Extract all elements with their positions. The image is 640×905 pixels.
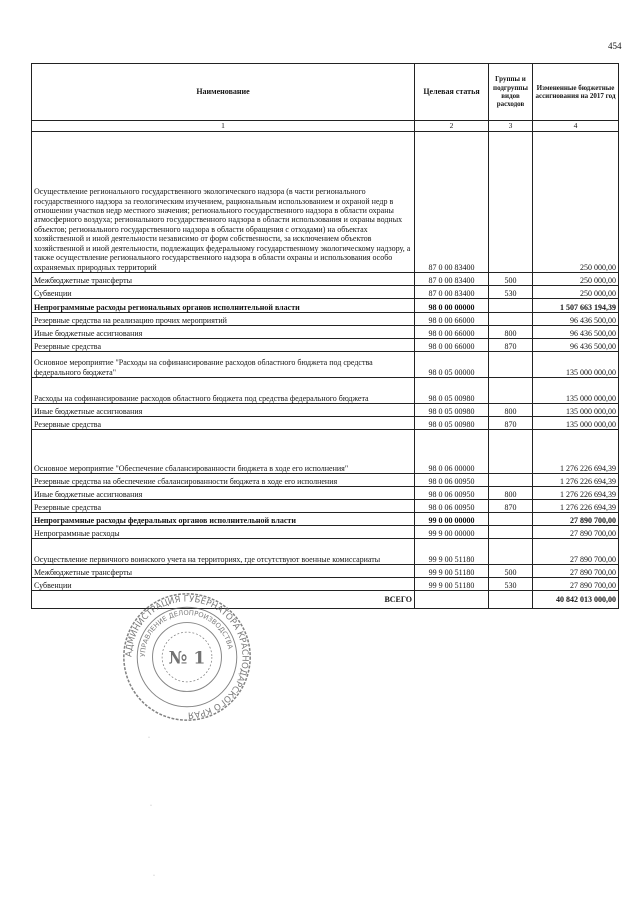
row-target-code: 99 9 00 51180 bbox=[415, 539, 489, 565]
header-amount: Измененные бюджетные ассигнования на 2017 год bbox=[533, 64, 619, 121]
row-group-code: 800 bbox=[489, 326, 533, 339]
table-body bbox=[32, 132, 619, 591]
scan-speck: · bbox=[150, 803, 152, 809]
row-group-code bbox=[489, 352, 533, 378]
total-empty-cell bbox=[489, 591, 533, 609]
row-name: Осуществление регионального государственного экологического надзора (в части регионального государственного надзора за геологическим изучением, рациональным использованием и охраной недр в отношении участков недр местного значения; регионального государственного надзора в области охраны атмосферного воздуха; регионального государственного надзора в области использования и охраны водных объектов; регионального государственного надзора в области обращения с отходами) на объектах хозяйственной и иной деятельности независимо от форм собственности, за исключением объектов хозяйственной и иной деятельности, подлежащих федеральному государственному экологическому надзору, а также осуществление регионального государственного надзора в области охраны и использования особо охраняемых природных территорий bbox=[32, 132, 415, 273]
row-amount: 1 276 226 694,39 bbox=[533, 430, 619, 474]
seal-outer-text: АДМИНИСТРАЦИЯ ГУБЕРНАТОРА КРАСНОДАРСКОГО КРАЯ bbox=[124, 594, 250, 720]
row-name: Субвенции bbox=[32, 578, 415, 591]
table-row bbox=[32, 513, 619, 526]
row-group-code: 800 bbox=[489, 404, 533, 417]
row-name: Непрограммные расходы региональных органов исполнительной власти bbox=[32, 299, 415, 313]
table-row bbox=[32, 417, 619, 430]
row-amount: 1 507 663 194,39 bbox=[533, 299, 619, 313]
row-target-code: 98 0 05 00980 bbox=[415, 378, 489, 404]
row-amount: 1 276 226 694,39 bbox=[533, 474, 619, 487]
table-row bbox=[32, 326, 619, 339]
row-amount: 1 276 226 694,39 bbox=[533, 487, 619, 500]
row-group-code bbox=[489, 378, 533, 404]
table-header-row bbox=[32, 64, 619, 121]
row-name: Резервные средства на обеспечение сбалансированности бюджета в ходе его исполнения bbox=[32, 474, 415, 487]
table-row bbox=[32, 539, 619, 565]
row-target-code: 98 0 00 66000 bbox=[415, 339, 489, 352]
row-target-code: 99 9 00 00000 bbox=[415, 526, 489, 539]
row-group-code bbox=[489, 313, 533, 326]
header-target: Целевая статья bbox=[415, 64, 489, 121]
table-row bbox=[32, 487, 619, 500]
row-name: Резервные средства bbox=[32, 339, 415, 352]
row-group-code: 500 bbox=[489, 273, 533, 286]
table-row bbox=[32, 378, 619, 404]
row-name: Резервные средства bbox=[32, 417, 415, 430]
column-number-row bbox=[32, 121, 619, 132]
row-group-code bbox=[489, 474, 533, 487]
table-row bbox=[32, 474, 619, 487]
row-group-code: 870 bbox=[489, 500, 533, 513]
row-group-code bbox=[489, 513, 533, 526]
table-row bbox=[32, 578, 619, 591]
official-seal-stamp bbox=[120, 590, 254, 724]
row-amount: 27 890 700,00 bbox=[533, 578, 619, 591]
row-amount: 250 000,00 bbox=[533, 132, 619, 273]
header-name: Наименование bbox=[32, 64, 415, 121]
row-target-code: 98 0 00 66000 bbox=[415, 326, 489, 339]
table-row bbox=[32, 500, 619, 513]
table-row bbox=[32, 132, 619, 273]
row-amount: 96 436 500,00 bbox=[533, 313, 619, 326]
row-name: Иные бюджетные ассигнования bbox=[32, 487, 415, 500]
row-target-code: 98 0 00 66000 bbox=[415, 313, 489, 326]
row-target-code: 98 0 06 00950 bbox=[415, 474, 489, 487]
row-amount: 135 000 000,00 bbox=[533, 404, 619, 417]
page-number: 454 bbox=[608, 41, 622, 51]
scan-speck: · bbox=[153, 873, 155, 879]
row-amount: 1 276 226 694,39 bbox=[533, 500, 619, 513]
row-name: Резервные средства bbox=[32, 500, 415, 513]
row-name: Межбюджетные трансферты bbox=[32, 565, 415, 578]
row-amount: 135 000 000,00 bbox=[533, 417, 619, 430]
table-row bbox=[32, 299, 619, 313]
row-target-code: 98 0 05 00000 bbox=[415, 352, 489, 378]
row-name: Непрограммные расходы bbox=[32, 526, 415, 539]
row-group-code bbox=[489, 299, 533, 313]
row-name: Межбюджетные трансферты bbox=[32, 273, 415, 286]
row-target-code: 98 0 06 00950 bbox=[415, 500, 489, 513]
row-name: Непрограммные расходы федеральных органов исполнительной власти bbox=[32, 513, 415, 526]
row-name: Основное мероприятие "Обеспечение сбалансированности бюджета в ходе его исполнения" bbox=[32, 430, 415, 474]
row-name: Расходы на софинансирование расходов областного бюджета под средства федерального бюджета bbox=[32, 378, 415, 404]
total-empty-cell bbox=[415, 591, 489, 609]
column-number: 2 bbox=[415, 121, 489, 132]
row-amount: 27 890 700,00 bbox=[533, 539, 619, 565]
column-number: 4 bbox=[533, 121, 619, 132]
row-target-code: 98 0 00 00000 bbox=[415, 299, 489, 313]
row-target-code: 87 0 00 83400 bbox=[415, 132, 489, 273]
row-amount: 96 436 500,00 bbox=[533, 339, 619, 352]
row-target-code: 87 0 00 83400 bbox=[415, 273, 489, 286]
row-amount: 27 890 700,00 bbox=[533, 526, 619, 539]
row-target-code: 99 9 00 51180 bbox=[415, 565, 489, 578]
scan-speck: · bbox=[148, 735, 150, 741]
table-row bbox=[32, 273, 619, 286]
row-name: Основное мероприятие "Расходы на софинансирование расходов областного бюджета под средства федерального бюджета" bbox=[32, 352, 415, 378]
row-name: Иные бюджетные ассигнования bbox=[32, 404, 415, 417]
total-label: ВСЕГО bbox=[32, 591, 415, 609]
header-groups: Группы и подгруппы видов расходов bbox=[489, 64, 533, 121]
table-row bbox=[32, 526, 619, 539]
row-group-code: 500 bbox=[489, 565, 533, 578]
table-row bbox=[32, 404, 619, 417]
row-amount: 27 890 700,00 bbox=[533, 565, 619, 578]
row-group-code: 870 bbox=[489, 339, 533, 352]
row-group-code bbox=[489, 539, 533, 565]
row-group-code: 530 bbox=[489, 578, 533, 591]
row-target-code: 98 0 05 00980 bbox=[415, 404, 489, 417]
table-row bbox=[32, 565, 619, 578]
row-group-code bbox=[489, 430, 533, 474]
row-amount: 96 436 500,00 bbox=[533, 326, 619, 339]
table-row bbox=[32, 313, 619, 326]
total-amount: 40 842 013 000,00 bbox=[533, 591, 619, 609]
row-group-code bbox=[489, 132, 533, 273]
row-target-code: 87 0 00 83400 bbox=[415, 286, 489, 299]
row-group-code bbox=[489, 526, 533, 539]
budget-table bbox=[31, 63, 619, 609]
row-name: Субвенции bbox=[32, 286, 415, 299]
row-target-code: 98 0 06 00000 bbox=[415, 430, 489, 474]
row-name: Осуществление первичного воинского учета на территориях, где отсутствуют военные комиссариаты bbox=[32, 539, 415, 565]
row-amount: 135 000 000,00 bbox=[533, 378, 619, 404]
row-target-code: 99 0 00 00000 bbox=[415, 513, 489, 526]
table-row bbox=[32, 339, 619, 352]
row-name: Резервные средства на реализацию прочих мероприятий bbox=[32, 313, 415, 326]
table-row bbox=[32, 352, 619, 378]
row-amount: 250 000,00 bbox=[533, 273, 619, 286]
row-target-code: 99 9 00 51180 bbox=[415, 578, 489, 591]
table-row bbox=[32, 430, 619, 474]
table-row bbox=[32, 286, 619, 299]
column-number: 3 bbox=[489, 121, 533, 132]
row-amount: 135 000 000,00 bbox=[533, 352, 619, 378]
seal-inner-text: УПРАВЛЕНИЕ ДЕЛОПРОИЗВОДСТВА bbox=[138, 608, 235, 658]
row-group-code: 800 bbox=[489, 487, 533, 500]
row-group-code: 870 bbox=[489, 417, 533, 430]
row-group-code: 530 bbox=[489, 286, 533, 299]
row-amount: 250 000,00 bbox=[533, 286, 619, 299]
seal-center-number: № 1 bbox=[168, 648, 206, 669]
row-amount: 27 890 700,00 bbox=[533, 513, 619, 526]
row-target-code: 98 0 05 00980 bbox=[415, 417, 489, 430]
row-target-code: 98 0 06 00950 bbox=[415, 487, 489, 500]
column-number: 1 bbox=[32, 121, 415, 132]
row-name: Иные бюджетные ассигнования bbox=[32, 326, 415, 339]
